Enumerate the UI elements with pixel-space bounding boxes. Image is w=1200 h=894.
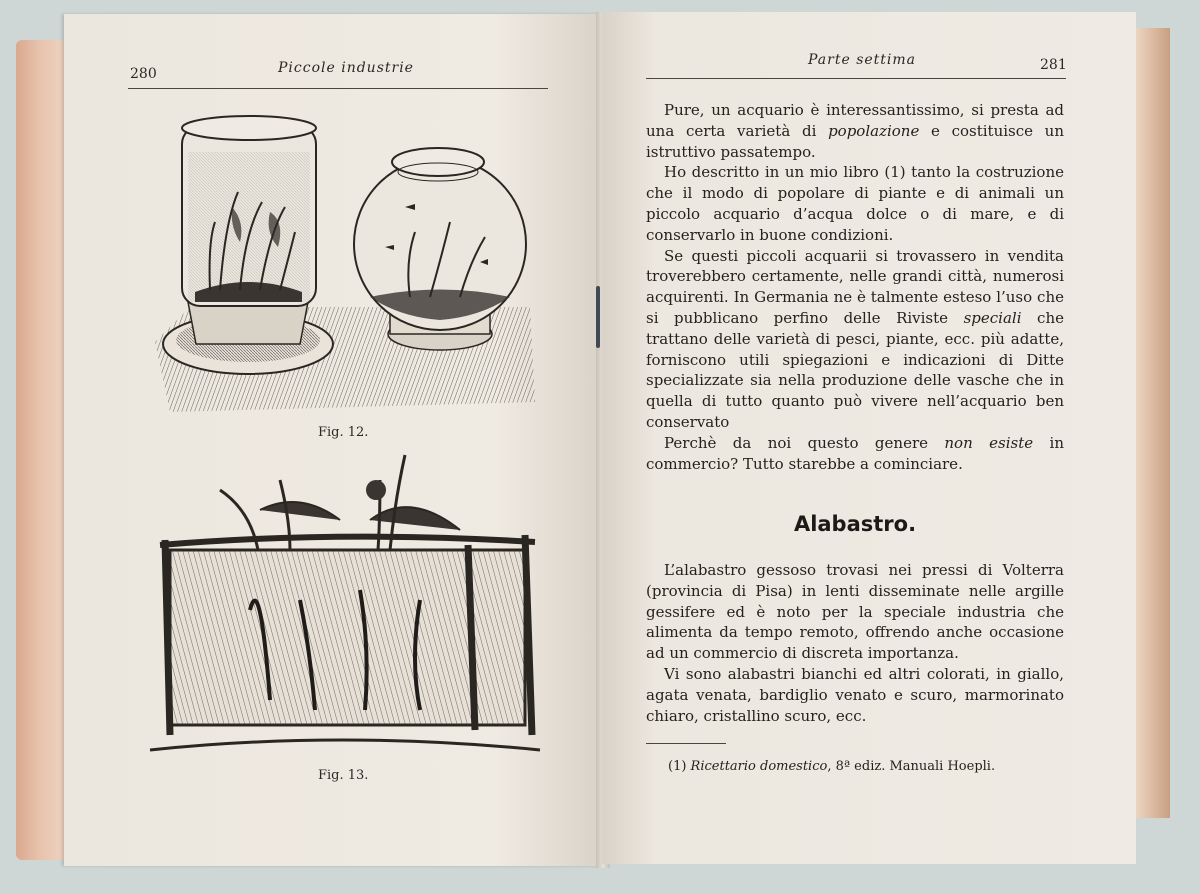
left-running-head: Piccole industrie (278, 60, 414, 76)
right-running-head: Parte settima (808, 52, 917, 68)
paragraph-4: Perchè da noi questo genere non esiste in commercio? Tutto starebbe a cominciare. (646, 433, 1064, 473)
fig13-illustration-rustic-aquarium (140, 450, 550, 755)
fig12-illustration-aquariums (150, 112, 535, 414)
left-page-number: 280 (130, 66, 157, 82)
footnote-rule (646, 743, 726, 744)
paragraph-2: Ho descritto in un mio libro (1) tanto la costruzione che il modo di popolare di piante e di animali un piccolo acquario d’acqua dolce o di mare, e di conservarlo in buone condizioni. (646, 163, 1064, 244)
left-header-rule (128, 88, 548, 89)
alabastro-paragraph-1: L’alabastro gessoso trovasi nei pressi di Volterra (provincia di Pisa) in lenti disseminate nelle argille gessifere ed è noto per la speciale industria che alimenta da tempo remoto, offrendo anche occasione ad un commercio di discreta importanza. (646, 561, 1064, 663)
page-edges-right (1130, 28, 1170, 818)
fig12-caption: Fig. 12. (318, 425, 369, 440)
right-header-rule (646, 78, 1066, 79)
right-page-number: 281 (1040, 57, 1067, 73)
paragraph-1: Pure, un acquario è interessantissimo, si presta ad una certa varietà di popolazione e costituisce un istruttivo passatempo. (646, 101, 1065, 161)
footnote: (1) Ricettario domestico, 8ª ediz. Manuali Hoepli. (668, 759, 996, 774)
right-body-text (646, 100, 1064, 474)
section-title-alabastro: Alabastro. (793, 512, 917, 536)
alabastro-body-text (646, 560, 1064, 726)
paragraph-3: Se questi piccoli acquarii si trovassero in vendita troverebbero certamente, nelle grandi città, numerosi acquirenti. In Germania ne è talmente esteso l’uso che si pubblicano perfino delle Riviste speciali che trattano delle varietà di pesci, piante, ecc. più adatte, forniscono utili spiegazioni e indicazioni di Ditte specializzate sia nella produzione delle vasche che in quella di tutto quanto può vivere nell’acquario ben conservato (646, 246, 1064, 431)
alabastro-paragraph-2: Vi sono alabastri bianchi ed altri colorati, in giallo, agata venata, bardiglio venato e scuro, marmorinato chiaro, cristallino scuro, ecc. (646, 664, 1064, 725)
fig13-caption: Fig. 13. (318, 768, 369, 783)
binding-staple-top (596, 286, 600, 348)
